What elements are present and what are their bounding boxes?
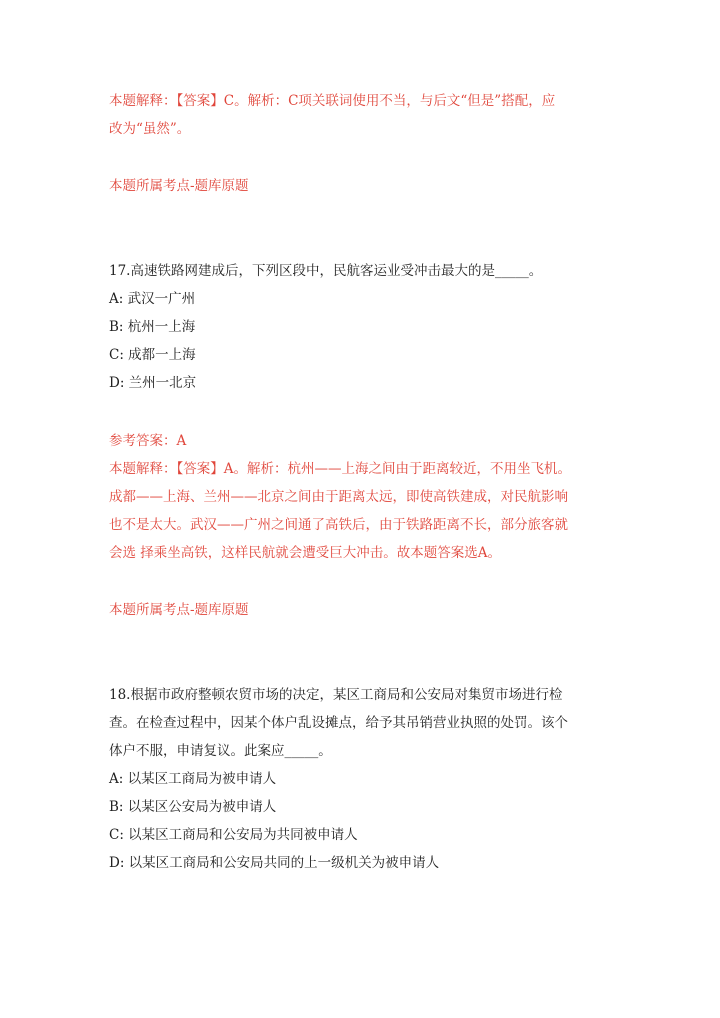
q18-option-c: C: 以某区工商局和公安局为共同被申请人	[109, 827, 358, 843]
q18-stem-line-3: 体户不服，申请复议。此案应_____。	[109, 743, 332, 759]
q18-stem-line-2: 查。在检查过程中，因某个体户乱设摊点，给予其吊销营业执照的处罚。该个	[109, 715, 568, 731]
q17-answer: 参考答案：A	[109, 433, 187, 449]
q17-topic: 本题所属考点-题库原题	[109, 602, 249, 618]
q17-explanation-line-4: 会选 择乘坐高铁，这样民航就会遭受巨大冲击。故本题答案选A。	[109, 545, 502, 561]
q18-option-d: D: 以某区工商局和公安局共同的上一级机关为被申请人	[109, 855, 440, 871]
q17-stem: 17.高速铁路网建成后，下列区段中，民航客运业受冲击最大的是_____。	[109, 263, 543, 279]
q18-stem-line-1: 18.根据市政府整顿农贸市场的决定，某区工商局和公安局对集贸市场进行检	[109, 687, 563, 703]
q17-explanation-line-1: 本题解释：【答案】A。解析：杭州——上海之间由于距离较近，不用坐飞机。	[109, 461, 571, 477]
q18-option-b: B: 以某区公安局为被申请人	[109, 799, 277, 815]
q16-explanation-line-2: 改为“虽然”。	[109, 121, 191, 137]
q17-explanation-line-2: 成都——上海、兰州——北京之间由于距离太远，即使高铁建成，对民航影响	[109, 489, 568, 505]
q17-option-b: B: 杭州一上海	[109, 319, 196, 335]
q17-option-d: D: 兰州一北京	[109, 375, 197, 391]
q17-explanation-line-3: 也不是太大。武汉——广州之间通了高铁后，由于铁路距离不长，部分旅客就	[109, 517, 568, 533]
q18-option-a: A: 以某区工商局为被申请人	[109, 771, 277, 787]
q17-option-c: C: 成都一上海	[109, 347, 196, 363]
q16-explanation-line-1: 本题解释：【答案】C。解析：C项关联词使用不当，与后文“但是”搭配，应	[109, 93, 556, 109]
q16-topic: 本题所属考点-题库原题	[109, 178, 249, 194]
q17-option-a: A: 武汉一广州	[109, 291, 196, 307]
